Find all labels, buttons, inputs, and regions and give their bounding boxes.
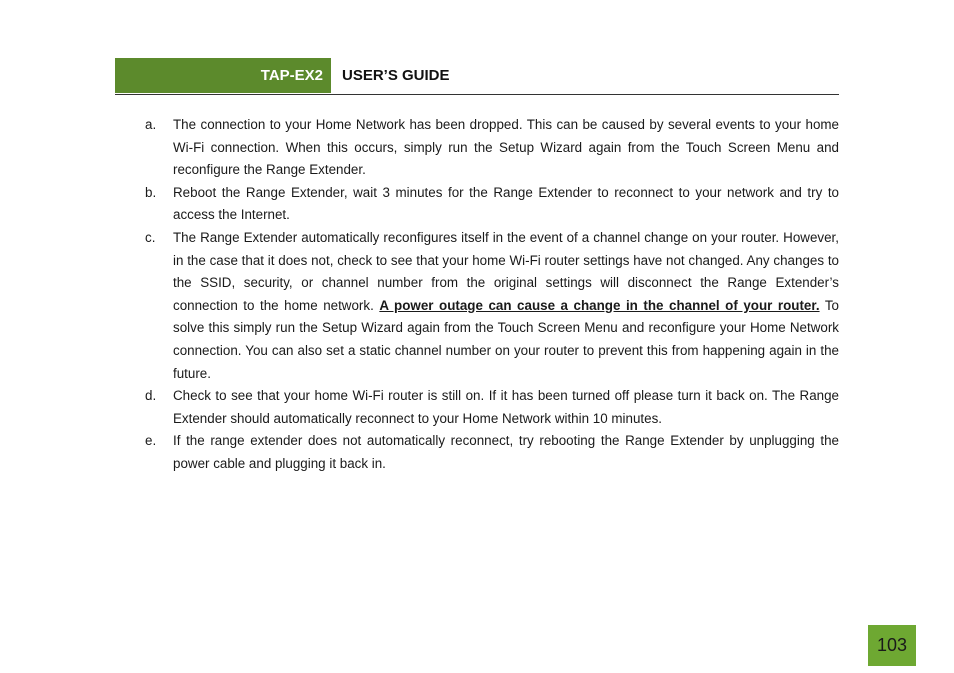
list-item-text: The connection to your Home Network has been dropped. This can be caused by several events to your home Wi-Fi connection. When this occurs, simply run the Setup Wizard again from the Touch Screen Menu and reconfigure the Range Extender. <box>173 117 839 178</box>
list-item-text-continued: To solve this simply run the Setup Wizard again from the Touch Screen Menu and reconfigure your Home Network connection. You can also set a static channel number on your router to prevent this from happening again in the future. <box>173 297 839 381</box>
list-item-text: If the range extender does not automatically reconnect, try rebooting the Range Extender by unplugging the power cable and plugging it back in. <box>173 433 839 471</box>
list-item-text: Reboot the Range Extender, wait 3 minutes for the Range Extender to reconnect to your network and try to access the Internet. <box>173 184 839 223</box>
guide-title: USER’S GUIDE <box>342 67 450 84</box>
troubleshooting-list <box>145 114 839 476</box>
emphasized-warning: A power outage can cause a change in the channel of your router. <box>379 297 820 313</box>
list-item-d <box>145 385 839 430</box>
product-name: TAP-EX2 <box>115 58 331 93</box>
list-item-e <box>145 430 839 475</box>
list-marker: c. <box>145 229 156 245</box>
list-marker: a. <box>145 117 157 132</box>
list-item-b <box>145 182 839 227</box>
list-item-a <box>145 114 839 182</box>
list-marker: e. <box>145 433 157 449</box>
list-marker: b. <box>145 184 157 200</box>
page-header <box>115 58 839 95</box>
list-item-c <box>145 227 839 385</box>
list-item-text: The Range Extender automatically reconfigures itself in the event of a channel change on your router. However, in the case that it does not, check to see that your home Wi-Fi router settings have not changed. Any changes to the SSID, security, or channel number from the original settings will disconnect the Range Extender’s connection to the home network. <box>173 229 839 313</box>
page-number: 103 <box>868 625 916 666</box>
list-marker: d. <box>145 388 157 404</box>
list-item-text: Check to see that your home Wi-Fi router is still on. If it has been turned off please turn it back on. The Range Extender should automatically reconnect to your Home Network within 10 minutes. <box>173 388 839 426</box>
